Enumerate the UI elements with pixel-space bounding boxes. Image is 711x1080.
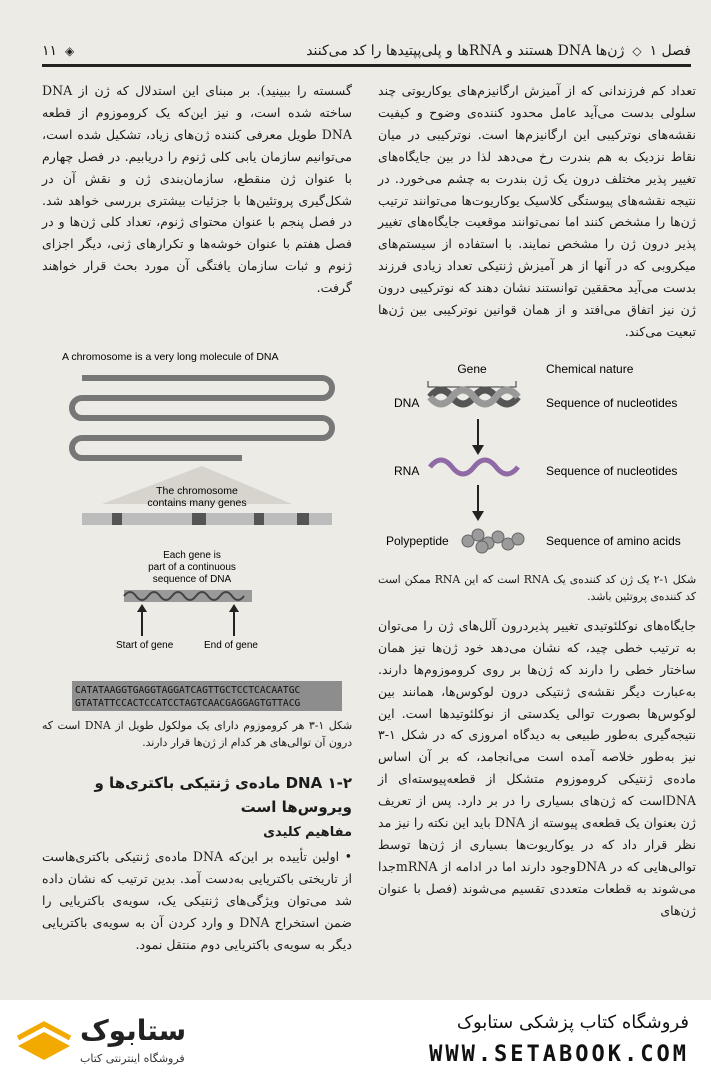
chapter-label: فصل ۱ <box>649 43 691 59</box>
each-gene-line3: sequence of DNA <box>152 574 232 585</box>
page-number-block <box>42 43 74 59</box>
arrowhead <box>472 445 484 455</box>
chemical-nature-label: Chemical nature <box>546 361 634 376</box>
right-column <box>378 80 696 922</box>
running-header <box>42 38 691 64</box>
header-rule <box>42 64 691 67</box>
rna-nature: Sequence of nucleotides <box>546 463 678 478</box>
paragraph: جایگاه‌های نوکلئوتیدی تغییر پذیردرون آلل‌های ژن را می‌توان به ترتیب خطی چید، که نشان می‌دهد خود ژن‌ها نیز همان ساختار خطی را دارند که ژن‌ها بر روی کروموزوم‌ها دارند. به‌عبارت دیگر نقشه‌ی ژنتیکی درون لوکوس‌ها، همانند بین لوکوس‌ها بصورت توالی یکدستی از نوکلئوتیدها است. این نتیجه‌گیری به‌طور طبیعی به دیدگاه امروزی که در شکل ۱-۳ نیز به‌طور خلاصه آمده است می‌انجامد، که بر آن اساس ماده‌ی ژنتیکی کروموزوم متشکل از قطعه‌پیوسته‌ای از DNAاست که ژن‌های بسیاری را در بر دارد. پس از تعریف ژن بعنوان یک قطعه‌ی پیوسته از DNA باید این نکته را نیز مد نظر قرار داد که در یوکاریوت‌ها بسیاری از ژن‌ها توسط توالی‌هایی که در DNAوجود دارند اما در ادامه از mRNAجدا می‌شوند به قطعات متعددی تقسیم می‌شوند (فصل با عنوان ژن‌های <box>378 617 696 918</box>
arrowhead <box>472 511 484 521</box>
end-of-gene-label: End of gene <box>204 640 258 651</box>
figure-1-3-caption: شکل ۱-۳ هر کروموزوم دارای یک مولکول طویل از DNA است که درون آن توالی‌های هر کدام از ژن‌ها قرار دارند. <box>42 719 352 749</box>
dna-nature: Sequence of nucleotides <box>546 395 678 410</box>
dna-sequence-box <box>72 681 342 711</box>
gene-label: Gene <box>457 361 487 376</box>
figure-1-2 <box>378 351 696 569</box>
dna-helix-icon <box>430 390 518 404</box>
arrowhead <box>137 604 147 612</box>
each-gene-line2: part of a continuous <box>148 562 236 573</box>
website-link[interactable]: WWW.SETABOOK.COM <box>429 1042 689 1067</box>
chromosome-bar <box>82 513 332 525</box>
sequence-top-strand: CATATAAGGTGAGGTAGGATCAGTTGCTCCTCACAATGC <box>75 685 301 696</box>
gene-dna-segment-icon <box>124 590 252 602</box>
page-number: ۱۱ <box>42 43 58 59</box>
polypeptide-label: Polypeptide <box>386 533 449 548</box>
paragraph: گسسته را ببینید). بر مبنای این استدلال که ژن از DNA ساخته شده است، و نیز این‌که یک کروموزوم از قطعه DNA طویل معرفی کننده ژن‌های زیاد، تشکیل شده است، می‌توانیم سازمان یابی کلی ژنوم را دریابیم. در فصل چهارم با عنوان ژن منقطع، سازمان‌بندی ژن و نقش آن در شکل‌گیری پروتئین‌ها با جزئیات بیشتری بررسی خواهد شد. در فصل پنجم با عنوان محتوای ژنوم، تعداد کلی ژن‌ها و در فصل هفتم با عنوان خوشه‌ها و تکرارهای ژنی، دیگر اجزای ژنوم و ثبات سازمان یافتگی آن مورد بحث قرار خواهند گرفت. <box>42 83 352 296</box>
arrowhead <box>229 604 239 612</box>
polypeptide-nature: Sequence of amino acids <box>546 533 681 548</box>
sequence-bottom-strand: GTATATTCCACTCCATCCTAGTCAACGAGGAGTGTTACG <box>75 698 301 709</box>
store-name: فروشگاه کتاب پزشکی ستابوک <box>456 1012 689 1033</box>
left-column <box>42 80 352 299</box>
many-genes-line2: contains many genes <box>147 497 247 509</box>
section-heading: ۱-۲ DNA ماده‌ی ژنتیکی باکتری‌ها و ویروس‌ها است <box>94 774 352 816</box>
chapter-running-title: ژن‌ها DNA هستند و RNAها و پلی‌پپتیدها را کد می‌کنند <box>306 43 625 59</box>
diamond-filled-icon: ◈ <box>65 44 75 58</box>
key-concepts-heading: مفاهیم کلیدی <box>263 825 352 840</box>
coiled-dna-icon <box>72 378 332 458</box>
chromosome-title: A chromosome is a very long molecule of DNA <box>62 351 279 363</box>
logo-text: ستابوک <box>80 1014 187 1047</box>
diamond-icon: ◇ <box>632 44 642 58</box>
left-lower-block <box>42 717 352 956</box>
footer-banner <box>0 1000 711 1080</box>
paragraph: تعداد کم فرزندانی که از آمیزش ارگانیزم‌های یوکاریوتی چند سلولی بدست می‌آید عامل محدود کننده‌ی وضوح و کیفیت نقشه‌های نوترکیبی این ارگانیزم‌ها است. نوترکیبی در میان نقاط نزدیک به هم بندرت رخ می‌دهد لذا در بین جایگاه‌های تغییر پذیر مختلف درون یک ژن بندرت به چشم می‌خورد. در نتیجه نقشه‌های پیوستگی کلاسیک یوکاریوت‌ها می‌توانند ترتیب ژن‌ها را مشخص کنند اما نمی‌توانند موقعیت جایگاه‌های تغییر پذیر درون ژن را مشخص نمایند. با استفاده از سیستم‌های میکروبی که در آنها از هر آمیزش ژنتیکی تعداد زیادی فرزند بدست می‌آید محققین توانستند نشان دهند که نوترکیبی درون ژن نیز اتفاق می‌افتد و از همان قوانین نوترکیبی بین ژن‌ها تبعیت می‌کند. <box>378 83 696 339</box>
figure-1-3 <box>42 348 352 676</box>
logo-subtext: فروشگاه اینترنتی کتاب <box>80 1052 185 1065</box>
amino-acid-chain-icon <box>462 529 524 553</box>
bullet-paragraph: • اولین تأییده بر این‌که DNA ماده‌ی ژنتیکی باکتری‌هاست از تاریختی باکتریایی به‌دست آمد. بدین ترتیب که نشان داده شد می‌توان ویژگی‌های ژنتیکی یک، سویه‌ی باکتریایی را ضمن استخراج DNA و وارد کردن آن به سویه‌ی باکتریایی دیگر به سویه‌ی باکتریایی دوم منتقل نمود. <box>42 849 352 952</box>
each-gene-line1: Each gene is <box>163 550 221 561</box>
many-genes-line1: The chromosome <box>156 485 238 497</box>
setabook-logo <box>14 1014 244 1070</box>
chapter-title <box>306 43 691 59</box>
logo-book-icon <box>14 1016 74 1066</box>
rna-label: RNA <box>394 463 420 478</box>
figure-1-2-caption: شکل ۱-۲ یک ژن کد کننده‌ی یک RNA است که این RNA ممکن است کد کننده‌ی پروتئین باشد. <box>378 572 696 603</box>
rna-strand-icon <box>430 460 518 474</box>
gene-bracket <box>428 381 516 387</box>
start-of-gene-label: Start of gene <box>116 640 174 651</box>
dna-label: DNA <box>394 395 420 410</box>
